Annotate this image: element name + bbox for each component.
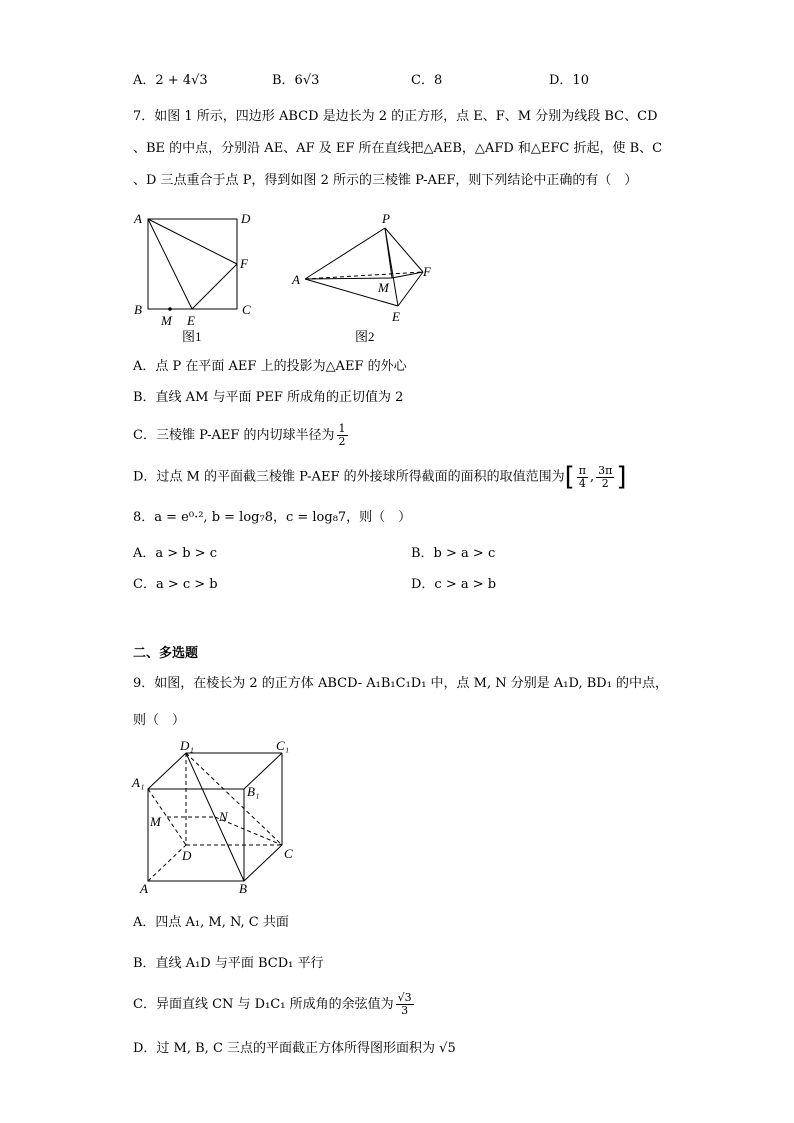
q6-option-a: A．2 + 4√3 bbox=[133, 73, 208, 88]
q9-stem-line1: 9．如图，在棱长为 2 的正方体 ABCD- A₁B₁C₁D₁ 中，点 M, N 分别是 A₁D, BD₁ 的中点， bbox=[133, 676, 669, 691]
fig2-label-a: A bbox=[292, 272, 300, 287]
q7-figure-2 bbox=[288, 208, 438, 346]
q7-option-a: A．点 P 在平面 AEF 上的投影为△AEF 的外心 bbox=[133, 359, 407, 374]
q9-option-d: D．过 M, B, C 三点的平面截正方体所得图形面积为 √5 bbox=[133, 1041, 456, 1056]
fig1-label-f: F bbox=[240, 256, 248, 271]
q6-option-d: D．10 bbox=[549, 73, 589, 88]
fig1-label-b: B bbox=[134, 302, 142, 317]
fig2-label-e: E bbox=[392, 309, 400, 324]
q8-stem: 8．a = e⁰·², b = log₇8，c = log₈7，则（ ） bbox=[133, 510, 412, 525]
q7-option-d: D．过点 M 的平面截三棱锥 P-AEF 的外接球所得截面的面积的取值范围为[ $\frac{\pi}{4}$ , $\frac{3\pi}{2}$ ] bbox=[133, 462, 627, 492]
q9-option-c-fraction: $\frac{√3}{3}$ bbox=[397, 991, 412, 1017]
q9-option-a: A．四点 A₁, M, N, C 共面 bbox=[133, 915, 289, 930]
cube-label-a1: A₁ bbox=[132, 775, 145, 790]
cube-label-b1: B₁ bbox=[247, 784, 260, 799]
fig1-label-c: C bbox=[242, 302, 251, 317]
q8-option-c: C．a > c > b bbox=[133, 577, 218, 592]
q7-stem-line1: 7．如图 1 所示，四边形 ABCD 是边长为 2 的正方形，点 E、F、M 分别为线段 BC、CD bbox=[133, 109, 658, 124]
cube-label-a: A bbox=[140, 881, 148, 896]
fig2-label-m: M bbox=[378, 280, 389, 295]
fig2-label-p: P bbox=[382, 211, 390, 226]
q6-option-b: B．6√3 bbox=[272, 73, 320, 88]
q7-option-d-text: D．过点 M 的平面截三棱锥 P-AEF 的外接球所得截面的面积的取值范围为 bbox=[133, 469, 565, 485]
fig1-label-d: D bbox=[241, 211, 251, 226]
cube-label-c1: C₁ bbox=[276, 738, 290, 753]
q7-option-c-text: C．三棱锥 P-AEF 的内切球半径为 bbox=[133, 428, 335, 443]
q9-cube-figure bbox=[130, 737, 305, 897]
fig1-label-m: M bbox=[161, 313, 172, 328]
q7-option-b: B．直线 AM 与平面 PEF 所成角的正切值为 2 bbox=[133, 390, 404, 405]
cube-label-n: N bbox=[219, 809, 228, 824]
fig1-caption: 图1 bbox=[182, 329, 202, 344]
q7-option-c-fraction: $\frac{1}{2}$ bbox=[338, 422, 346, 448]
q7-option-d-range-right: $\frac{3\pi}{2}$ bbox=[598, 463, 613, 490]
fig1-label-a: A bbox=[134, 211, 142, 226]
section-title-multiple-choice: 二、多选题 bbox=[133, 646, 199, 661]
cube-label-b: B bbox=[239, 881, 247, 896]
cube-label-m: M bbox=[150, 814, 161, 829]
q8-option-d: D．c > a > b bbox=[411, 577, 497, 592]
fig2-label-f: F bbox=[423, 264, 431, 279]
fig2-caption: 图2 bbox=[355, 329, 375, 344]
q7-stem-line2: 、BE 的中点，分别沿 AE、AF 及 EF 所在直线把△AEB，△AFD 和△EFC 折起，使 B、C bbox=[133, 141, 663, 156]
q7-option-c bbox=[133, 421, 350, 451]
cube-label-d: D bbox=[182, 848, 192, 863]
q9-stem-line2: 则（ ） bbox=[133, 713, 186, 728]
q6-option-c: C．8 bbox=[411, 73, 443, 88]
q7-figure-1 bbox=[128, 208, 263, 346]
q8-option-b: B．b > a > c bbox=[411, 546, 496, 561]
q9-option-c-text: C．异面直线 CN 与 D₁C₁ 所成角的余弦值为 bbox=[133, 997, 394, 1012]
q7-stem-line3: 、D 三点重合于点 P，得到如图 2 所示的三棱锥 P-AEF，则下列结论中正确的有（ ） bbox=[133, 173, 638, 188]
q9-option-b: B．直线 A₁D 与平面 BCD₁ 平行 bbox=[133, 956, 324, 971]
cube-label-c: C bbox=[284, 846, 293, 861]
q8-option-a: A．a > b > c bbox=[133, 546, 218, 561]
q7-option-d-range-left: $\frac{\pi}{4}$ bbox=[578, 463, 586, 490]
cube-label-d1: D₁ bbox=[180, 738, 194, 753]
q9-option-c bbox=[133, 990, 416, 1020]
fig1-label-e: E bbox=[187, 313, 195, 328]
